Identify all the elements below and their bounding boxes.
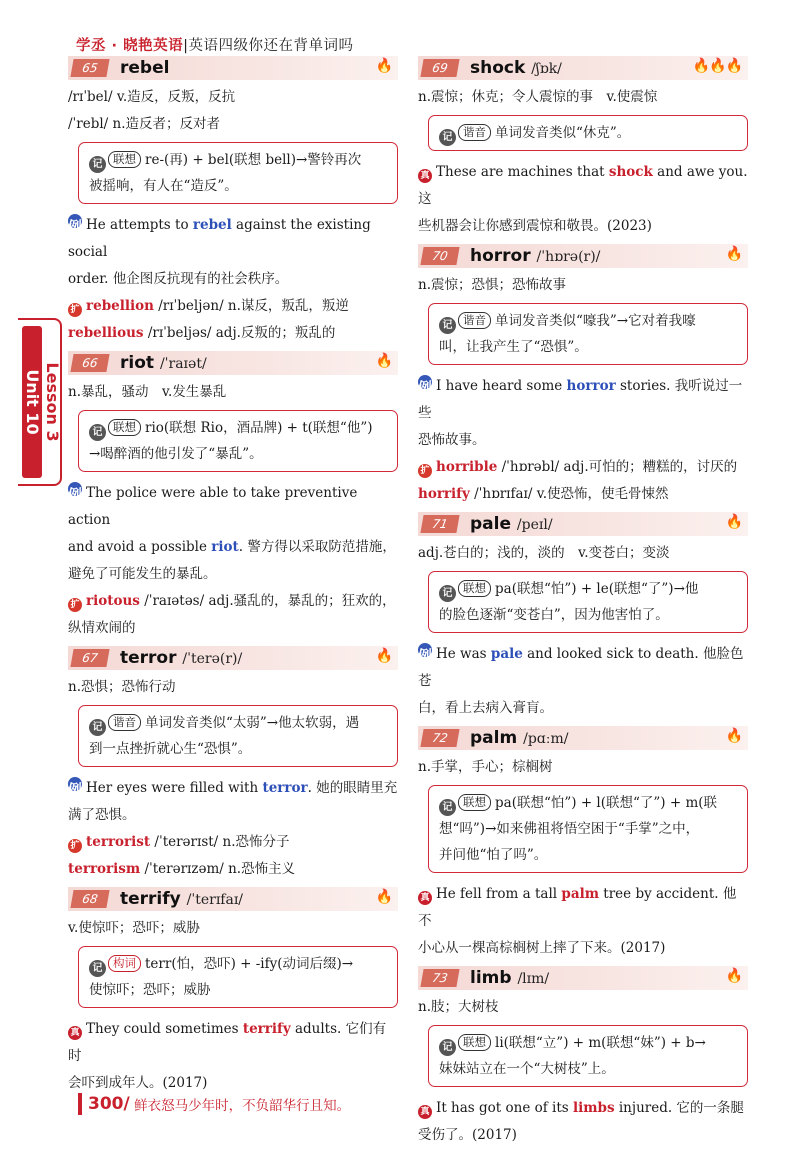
- mnemonic-tag: 谐音: [108, 714, 141, 731]
- mnemonic-tag: 谐音: [458, 124, 491, 141]
- entry-header: [68, 351, 398, 375]
- entry-number: 69: [420, 59, 459, 77]
- derivative-word: horrible: [436, 459, 498, 475]
- memory-icon: 记: [439, 317, 456, 334]
- mnemonic-text: 叫，让我产生了“恐惧”。: [439, 339, 588, 355]
- mnemonic-text: terr(怕，恐吓) + -ify(动词后缀)→: [145, 956, 354, 972]
- example-icon: 例: [68, 482, 82, 496]
- entry-number: 68: [70, 890, 109, 908]
- entry-header: [418, 966, 748, 990]
- entry-header: [68, 56, 398, 80]
- headword: pale: [470, 514, 511, 534]
- headword: riot: [120, 353, 155, 373]
- right-column: [418, 56, 748, 1149]
- example-text: I have heard some: [436, 378, 567, 394]
- fire-icon: 🔥: [375, 889, 392, 905]
- derivative-word: riotous: [86, 593, 140, 609]
- memory-icon: 记: [439, 129, 456, 146]
- entry-word: [120, 646, 242, 671]
- entry-header: [68, 887, 398, 911]
- phonetic: /peɪl/: [516, 517, 553, 533]
- entry-word: [120, 351, 207, 376]
- mnemonic-box: [78, 142, 398, 204]
- example-keyword: terror: [262, 780, 308, 796]
- example-translation: 满了恐惧。: [68, 807, 136, 823]
- example-text: against the existing social: [68, 217, 371, 260]
- mnemonic-box: [428, 571, 748, 633]
- example-icon: 例: [418, 643, 432, 657]
- fire-icon: 🔥: [725, 728, 742, 744]
- definition-line: n.肢；大树枝: [418, 999, 499, 1015]
- mnemonic-tag: 联想: [458, 1034, 491, 1051]
- example-translation: stories. 我听说过一些: [418, 378, 743, 421]
- phonetic: /ˈraɪət/: [159, 356, 207, 372]
- memory-icon: 记: [89, 424, 106, 441]
- derivative-line: [418, 481, 748, 508]
- mnemonic-box: [78, 410, 398, 472]
- example-keyword: terrify: [242, 1021, 291, 1037]
- derivative-line: [68, 588, 398, 615]
- memory-icon: 记: [439, 799, 456, 816]
- derivative-line: [68, 320, 398, 347]
- mnemonic-text: →喝醉酒的他引发了“暴乱”。: [89, 446, 263, 462]
- mnemonic-text: 到一点挫折就心生“恐惧”。: [89, 741, 252, 757]
- derivative-word: rebellion: [86, 298, 154, 314]
- example-sentence: [68, 480, 398, 588]
- example-translation: order. 他企图反抗现有的社会秩序。: [68, 271, 289, 287]
- mnemonic-text: rio(联想 Rio，酒品牌) + t(联想“他”): [145, 420, 373, 436]
- page-footer: [78, 1093, 350, 1115]
- derivative-def: /rɪˈbeljən/ n.谋反，叛乱，叛逆: [153, 298, 349, 314]
- fire-icon: 🔥: [375, 648, 392, 664]
- entry-word: [470, 966, 549, 991]
- derivative-line: [68, 856, 398, 883]
- mnemonic-box: [428, 1025, 748, 1087]
- example-translation: 白，看上去病入膏肓。: [418, 700, 553, 716]
- derivative-word: terrorist: [86, 834, 151, 850]
- derivative-def: /ˈhɒrəbl/ adj.可怕的；糟糕的，讨厌的: [497, 459, 738, 475]
- derivative-line: 纵情欢闹的: [68, 620, 136, 636]
- entry-word: [470, 244, 600, 269]
- brand-name: 学丞 · 晓艳英语: [76, 38, 184, 54]
- example-icon: 例: [68, 214, 82, 228]
- mnemonic-text: pa(联想“怕”) + le(联想“了”)→他: [495, 581, 699, 597]
- entry-header: [418, 56, 748, 80]
- example-translation: injured. 它的一条腿: [614, 1100, 744, 1116]
- example-translation: and awe you. 这: [418, 164, 748, 207]
- mnemonic-tag: 联想: [108, 151, 141, 168]
- entry-number: 72: [420, 729, 459, 747]
- example-translation: 会吓到成年人。(2017): [68, 1075, 208, 1091]
- example-sentence: [68, 1016, 398, 1097]
- example-sentence: [418, 1095, 748, 1149]
- unit-label-box: [22, 326, 42, 478]
- mnemonic-tag: 构词: [108, 955, 141, 972]
- fire-icon: 🔥🔥🔥: [692, 58, 742, 74]
- entry-word: [120, 56, 169, 80]
- definition-line: n.震惊；恐惧；恐怖故事: [418, 277, 566, 293]
- mnemonic-text: 并问他“怕了吗”。: [439, 847, 548, 863]
- memory-icon: 记: [439, 585, 456, 602]
- fire-icon: 🔥: [725, 514, 742, 530]
- entry-header: [418, 244, 748, 268]
- entry-number: 73: [420, 969, 459, 987]
- definition-line: n.恐惧；恐怖行动: [68, 679, 176, 695]
- example-translation: and looked sick to death. 他脸色苍: [418, 646, 744, 689]
- mnemonic-text: 妹妹站立在一个“大树枝”上。: [439, 1061, 615, 1077]
- derivative-line: [68, 293, 398, 320]
- entry-header: [418, 512, 748, 536]
- headword: rebel: [120, 58, 170, 78]
- example-translation: 避免了可能发生的暴乱。: [68, 566, 217, 582]
- entry-word: [120, 887, 243, 912]
- example-sentence: [418, 373, 748, 454]
- extend-icon: 扩: [68, 303, 82, 317]
- entry-number: 66: [70, 354, 109, 372]
- entry-number: 67: [70, 649, 109, 667]
- phonetic: /lɪm/: [517, 971, 550, 987]
- entry-header: [418, 726, 748, 750]
- mnemonic-text: re-(再) + bel(联想 bell)→警铃再次: [145, 152, 362, 168]
- definition-line: v.使惊吓；恐吓；威胁: [68, 920, 200, 936]
- example-text: Her eyes were filled with: [86, 780, 263, 796]
- example-translation: 受伤了。(2017): [418, 1127, 517, 1143]
- real-exam-icon: 真: [68, 1026, 82, 1040]
- mnemonic-text: 想“吗”)→如来佛祖将悟空困于“手掌”之中，: [439, 821, 700, 837]
- mnemonic-text: 单词发音类似“休克”。: [495, 125, 631, 141]
- mnemonic-text: 单词发音类似“太弱”→他太软弱，遇: [145, 715, 360, 731]
- example-keyword: palm: [561, 886, 599, 902]
- derivative-word: terrorism: [68, 861, 141, 877]
- mnemonic-text: pa(联想“怕”) + l(联想“了”) + m(联: [495, 795, 718, 811]
- example-keyword: horror: [566, 378, 616, 394]
- example-sentence: [418, 159, 748, 240]
- mnemonic-tag: 谐音: [458, 312, 491, 329]
- phonetic: /ˈterɪfaɪ/: [186, 892, 244, 908]
- example-text: It has got one of its: [436, 1100, 573, 1116]
- example-text: He attempts to: [86, 217, 193, 233]
- derivative-def: /ˈterərɪzəm/ n.恐怖主义: [140, 861, 296, 877]
- example-text: The police were able to take preventive action: [68, 485, 358, 528]
- mnemonic-text: 单词发音类似“嚎我”→它对着我嚎: [495, 313, 696, 329]
- mnemonic-text: 被摇响，有人在“造反”。: [89, 178, 238, 194]
- mnemonic-text: li(联想“立”) + m(联想“妹”) + b→: [495, 1035, 706, 1051]
- entry-number: 70: [420, 247, 459, 265]
- derivative-word: rebellious: [68, 325, 144, 341]
- derivative-def: /rɪˈbeljəs/ adj.反叛的；叛乱的: [143, 325, 336, 341]
- example-keyword: shock: [608, 164, 653, 180]
- entry-word: [470, 56, 562, 81]
- definition-line: n.手掌，手心；棕榈树: [418, 759, 553, 775]
- derivative-def: /ˈraɪətəs/ adj.骚乱的，暴乱的；狂欢的，: [139, 593, 396, 609]
- mnemonic-box: [428, 785, 748, 873]
- mnemonic-text: 使惊吓；恐吓；威胁: [89, 982, 211, 998]
- fire-icon: 🔥: [375, 353, 392, 369]
- extend-icon: 扩: [418, 464, 432, 478]
- example-translation: tree by accident. 他不: [418, 886, 737, 929]
- example-keyword: limbs: [572, 1100, 615, 1116]
- example-translation: 小心从一棵高棕榈树上摔了下来。(2017): [418, 940, 666, 956]
- definition-line: n.震惊；休克；令人震惊的事 v.使震惊: [418, 89, 658, 105]
- example-translation: . 警方得以采取防范措施，: [238, 539, 396, 555]
- phonetic: /ˈhɒrə(r)/: [536, 249, 601, 265]
- memory-icon: 记: [439, 1039, 456, 1056]
- example-icon: 例: [68, 777, 82, 791]
- memory-icon: 记: [89, 719, 106, 736]
- running-head: [76, 34, 354, 55]
- definition-line: n.暴乱，骚动 v.发生暴乱: [68, 384, 227, 400]
- headword: palm: [470, 728, 518, 748]
- definition-line: /rɪˈbel/ v.造反，反叛，反抗: [68, 89, 236, 105]
- headword: terrify: [120, 889, 181, 909]
- mnemonic-text: 的脸色逐渐“变苍白”，因为他害怕了。: [439, 607, 669, 623]
- derivative-line: [68, 829, 398, 856]
- memory-icon: 记: [89, 960, 106, 977]
- example-sentence: [68, 775, 398, 829]
- phonetic: /pɑːm/: [523, 731, 569, 747]
- phonetic: /ˈterə(r)/: [182, 651, 243, 667]
- mnemonic-box: [428, 303, 748, 365]
- real-exam-icon: 真: [418, 169, 432, 183]
- mnemonic-box: [78, 946, 398, 1008]
- real-exam-icon: 真: [418, 1105, 432, 1119]
- mnemonic-box: [428, 115, 748, 151]
- example-sentence: [418, 881, 748, 962]
- definition-line: /ˈrebl/ n.造反者；反对者: [68, 116, 220, 132]
- headword: terror: [120, 648, 177, 668]
- fire-icon: 🔥: [725, 246, 742, 262]
- definition-line: adj.苍白的；浅的，淡的 v.变苍白；变淡: [418, 545, 670, 561]
- example-text: He fell from a tall: [436, 886, 562, 902]
- entry-number: 71: [420, 515, 459, 533]
- headword: limb: [470, 968, 512, 988]
- left-column: [68, 56, 398, 1097]
- example-keyword: pale: [490, 646, 523, 662]
- footer-bar: [78, 1093, 82, 1115]
- headword: horror: [470, 246, 531, 266]
- footer-motto: 鲜衣怒马少年时，不负韶华行且知。: [134, 1098, 351, 1114]
- unit-tab: [18, 318, 62, 486]
- extend-icon: 扩: [68, 598, 82, 612]
- page-number: 300/: [88, 1094, 130, 1114]
- real-exam-icon: 真: [418, 891, 432, 905]
- example-text: These are machines that: [436, 164, 609, 180]
- example-sentence: [68, 212, 398, 293]
- mnemonic-box: [78, 705, 398, 767]
- derivative-def: /ˈhɒrɪfaɪ/ v.使恐怖，使毛骨悚然: [469, 486, 669, 502]
- derivative-word: horrify: [418, 486, 470, 502]
- example-sentence: [418, 641, 748, 722]
- example-text: and avoid a possible: [68, 539, 212, 555]
- example-translation: 恐怖故事。: [418, 432, 486, 448]
- mnemonic-tag: 联想: [108, 419, 141, 436]
- example-translation: 些机器会让你感到震惊和敬畏。(2023): [418, 218, 652, 234]
- unit-label: Unit 10: [23, 369, 42, 435]
- entry-word: [470, 512, 553, 537]
- entry-word: [470, 726, 568, 751]
- derivative-def: /ˈterərɪst/ n.恐怖分子: [150, 834, 290, 850]
- phonetic: /ʃɒk/: [531, 61, 562, 77]
- example-translation: adults. 它们有时: [68, 1021, 387, 1064]
- extend-icon: 扩: [68, 839, 82, 853]
- mnemonic-tag: 联想: [458, 794, 491, 811]
- fire-icon: 🔥: [725, 968, 742, 984]
- mnemonic-tag: 联想: [458, 580, 491, 597]
- fire-icon: 🔥: [375, 58, 392, 74]
- headword: shock: [470, 58, 526, 78]
- derivative-line: [418, 454, 748, 481]
- lesson-label: Lesson 3: [43, 362, 62, 442]
- entry-header: [68, 646, 398, 670]
- example-text: They could sometimes: [86, 1021, 243, 1037]
- book-title: |英语四级你还在背单词吗: [183, 38, 354, 54]
- example-keyword: riot: [211, 539, 239, 555]
- example-keyword: rebel: [192, 217, 232, 233]
- memory-icon: 记: [89, 156, 106, 173]
- lesson-label-box: [44, 326, 60, 478]
- example-text: He was: [436, 646, 491, 662]
- example-icon: 例: [418, 375, 432, 389]
- example-translation: . 她的眼睛里充: [307, 780, 398, 796]
- entry-number: 65: [70, 59, 109, 77]
